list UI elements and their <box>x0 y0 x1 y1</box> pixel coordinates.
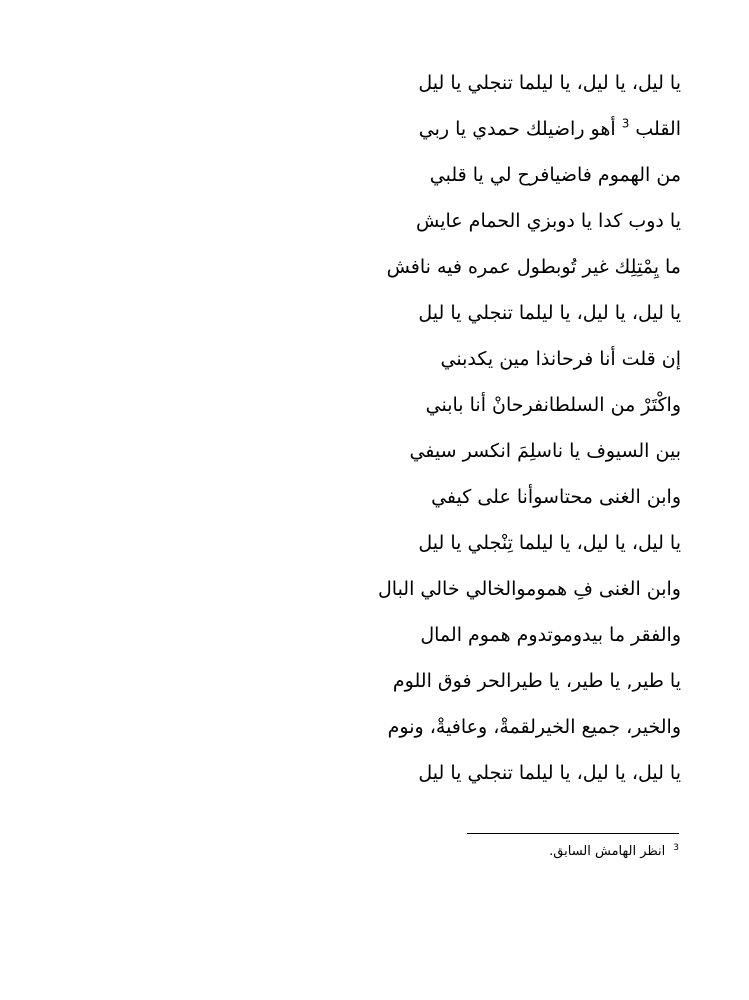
poem-line: يا ليل، يا ليل، يا ليلما تنجلي يا ليل <box>418 762 681 784</box>
poem-line: بين السيوف يا ناسلِمَ انكسر سيفي <box>409 440 681 462</box>
poem-line: والخير، جميع الخيرلقمةْ، وعافيةْ، ونوم <box>387 716 681 738</box>
poem-line <box>41 106 681 152</box>
poem-line: وابن الغنى محتاسوأنا على كيفي <box>431 486 681 508</box>
footnote <box>279 843 679 861</box>
poem-line: يا ليل، يا ليل، يا ليلما تنجلي يا ليل <box>418 72 681 94</box>
poem <box>41 60 681 796</box>
footnote-reference[interactable]: 3 <box>621 116 630 131</box>
line-text-end: أهو راضيلك حمدي يا ربي <box>418 118 622 140</box>
poem-line: يا طير, يا طير، يا طيرالحر فوق اللوم <box>392 670 681 692</box>
poem-line: واكْتَرْ من السلطانفرحانْ أنا بابني <box>425 394 681 416</box>
line-text-start: القلب <box>629 118 681 140</box>
footnote-number: 3 <box>673 842 679 853</box>
poem-line: يا ليل، يا ليل، يا ليلما تِنْجلي يا ليل <box>418 532 681 554</box>
poem-line: وابن الغنى فِ هموموالخالي خالي البال <box>377 578 681 600</box>
poem-line: ما يِمْتِلِك غير تُوبطول عمره فيه نافش <box>386 256 681 278</box>
poem-line: يا دوب كدا يا دوبزي الحمام عايش <box>416 210 681 232</box>
poem-line: من الهموم فاضيافرح لي يا قلبي <box>429 164 681 186</box>
footnote-separator <box>467 833 679 834</box>
poem-line: يا ليل، يا ليل، يا ليلما تنجلي يا ليل <box>418 302 681 324</box>
poem-line: إن قلت أنا فرحانذا مين يكدبني <box>440 348 681 370</box>
footnote-text: انظر الهامش السابق. <box>549 844 666 859</box>
poem-line: والفقر ما بيدوموتدوم هموم المال <box>420 624 681 646</box>
